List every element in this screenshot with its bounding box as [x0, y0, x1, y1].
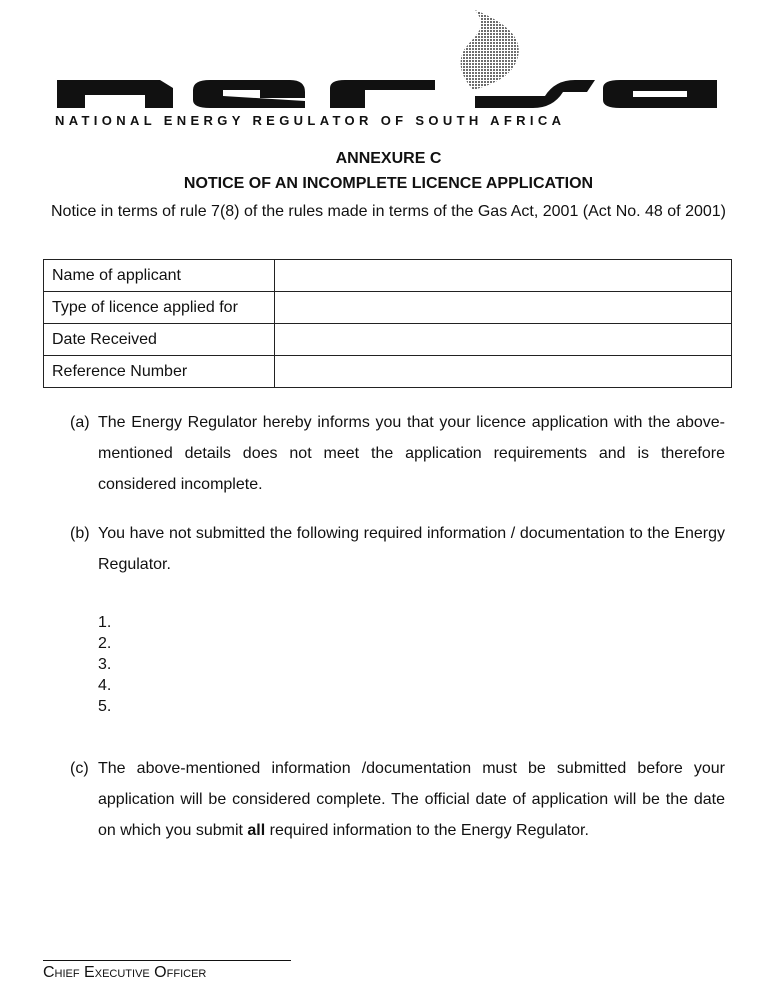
- notice-title: NOTICE OF AN INCOMPLETE LICENCE APPLICATION: [183, 175, 594, 192]
- list-item: 4.: [98, 677, 112, 694]
- row-label: Type of licence applied for: [44, 292, 275, 324]
- paragraph-text: [98, 753, 725, 846]
- paragraph-marker: (b): [70, 525, 90, 542]
- list-item: 2.: [98, 635, 112, 652]
- row-label: Name of applicant: [44, 260, 275, 292]
- logo-tagline: NATIONAL ENERGY REGULATOR OF SOUTH AFRICA: [55, 113, 566, 128]
- paragraph-marker: (c): [70, 760, 89, 777]
- row-value-field[interactable]: [275, 260, 732, 292]
- nersa-logo: [55, 0, 725, 132]
- paragraph-a: [70, 407, 725, 500]
- applicant-details-table: [43, 259, 732, 388]
- paragraph-text: The Energy Regulator hereby informs you that your licence application with the above-mentioned details does not meet the application requirements and is therefore considered incomplete.: [98, 414, 725, 493]
- flame-icon: [461, 10, 519, 90]
- paragraph-text-part: required information to the Energy Regulator.: [265, 822, 589, 839]
- paragraph-marker: (a): [70, 414, 90, 431]
- paragraph-text-part: The above-mentioned information /documentation must be submitted before your application will be considered complete. The official date of application will be the date on which you submit: [98, 760, 725, 839]
- list-item: 5.: [98, 698, 112, 715]
- emphasis-all: all: [247, 822, 266, 839]
- row-label: Date Received: [44, 324, 275, 356]
- list-item: 1.: [98, 614, 112, 631]
- logo-letter-n: [57, 80, 173, 108]
- annexure-heading: ANNEXURE C: [335, 150, 442, 167]
- signatory-title: Chief Executive Officer: [43, 964, 207, 981]
- list-item: 3.: [98, 656, 112, 673]
- table-row: [44, 292, 732, 324]
- table-row: [44, 324, 732, 356]
- logo-letter-e: [193, 80, 305, 108]
- paragraph-b: [70, 518, 725, 580]
- table-row: [44, 356, 732, 388]
- paragraph-text: You have not submitted the following required information / documentation to the Energy Regulator.: [98, 525, 725, 573]
- logo-letter-a: [603, 80, 717, 108]
- missing-items-list: [98, 612, 111, 717]
- row-value-field[interactable]: [275, 324, 732, 356]
- nersa-logo-mark: [55, 0, 725, 112]
- signature-line: [43, 960, 291, 961]
- row-value-field[interactable]: [275, 292, 732, 324]
- row-value-field[interactable]: [275, 356, 732, 388]
- table-row: [44, 260, 732, 292]
- row-label: Reference Number: [44, 356, 275, 388]
- paragraph-c: [70, 753, 725, 846]
- notice-subtitle: Notice in terms of rule 7(8) of the rules made in terms of the Gas Act, 2001 (Act No. 48 of 2001): [51, 203, 726, 220]
- logo-letter-r: [330, 80, 435, 108]
- logo-letter-s: [475, 80, 595, 108]
